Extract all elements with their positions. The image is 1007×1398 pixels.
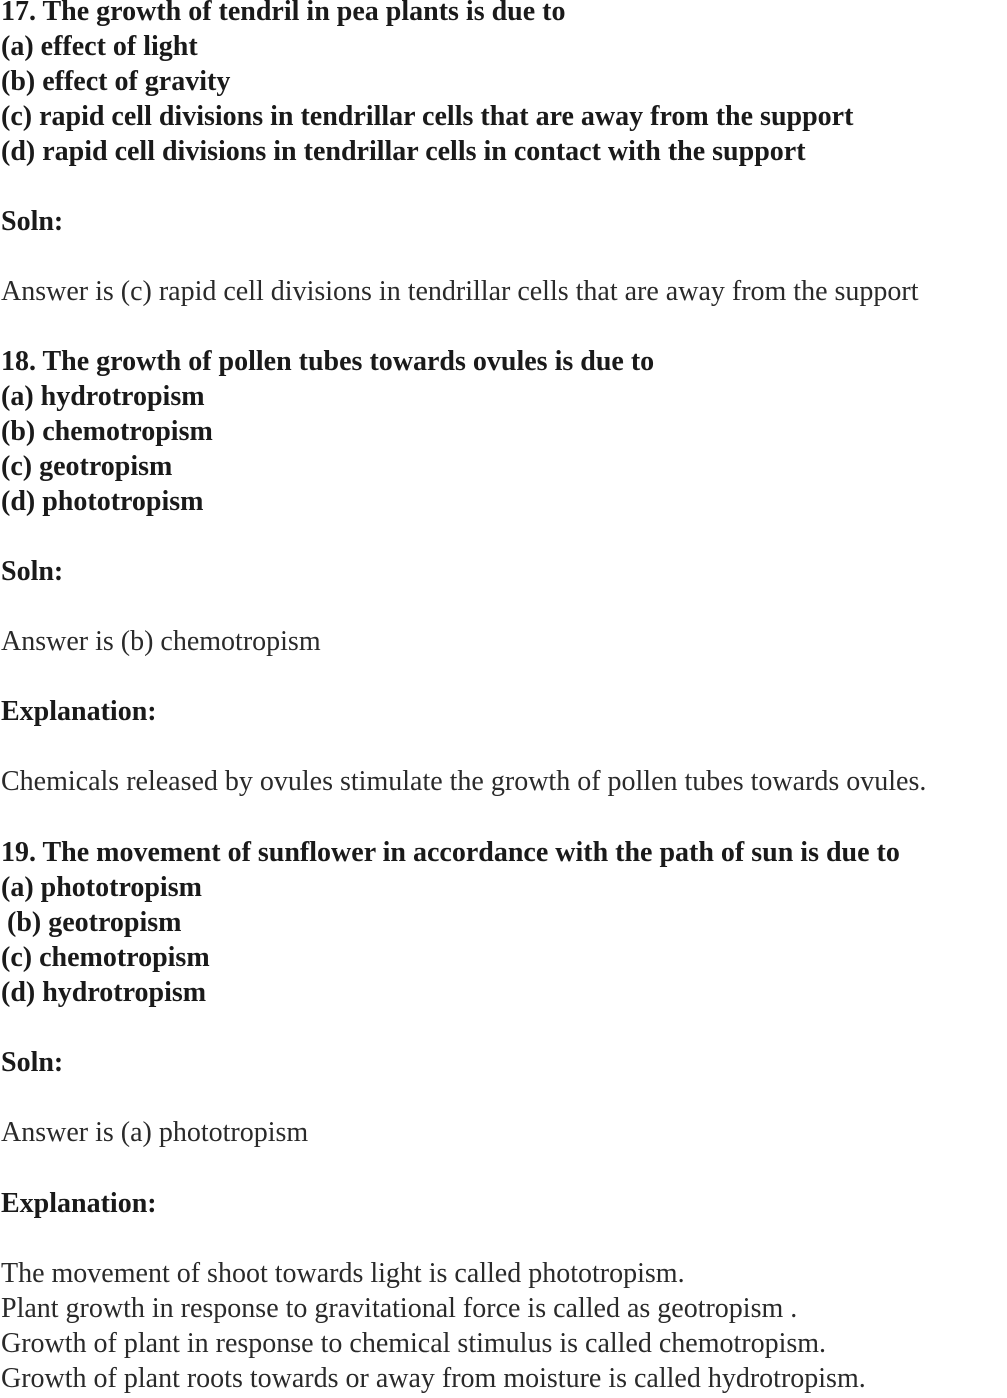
question-18-stem: 18. The growth of pollen tubes towards ovules is due to: [1, 346, 655, 377]
question-19-stem: 19. The movement of sunflower in accordance with the path of sun is due to: [1, 837, 900, 868]
question-19-explanation-line-2: Plant growth in response to gravitational force is called as geotropism .: [1, 1293, 798, 1324]
question-18-option-c: (c) geotropism: [1, 451, 173, 482]
question-19-explanation-line-1: The movement of shoot towards light is called phototropism.: [1, 1258, 685, 1289]
question-17-option-b: (b) effect of gravity: [1, 66, 231, 97]
question-17-soln-label: Soln:: [1, 206, 64, 237]
question-17-stem: 17. The growth of tendril in pea plants is due to: [1, 0, 566, 27]
question-19-explanation-label: Explanation:: [1, 1188, 157, 1219]
question-19-soln-label: Soln:: [1, 1047, 64, 1078]
question-18-option-d: (d) phototropism: [1, 486, 204, 517]
question-19-answer: Answer is (a) phototropism: [1, 1117, 309, 1148]
question-19-option-c: (c) chemotropism: [1, 942, 210, 973]
question-17-answer: Answer is (c) rapid cell divisions in tendrillar cells that are away from the support: [1, 276, 919, 307]
question-18-option-b: (b) chemotropism: [1, 416, 213, 447]
question-17-option-c: (c) rapid cell divisions in tendrillar cells that are away from the support: [1, 101, 854, 132]
question-19-option-a: (a) phototropism: [1, 872, 202, 903]
question-18-soln-label: Soln:: [1, 556, 64, 587]
question-17-option-a: (a) effect of light: [1, 31, 198, 62]
question-19-explanation-line-4: Growth of plant roots towards or away from moisture is called hydrotropism.: [1, 1363, 866, 1394]
question-19-option-b: (b) geotropism: [7, 907, 182, 938]
question-18-answer: Answer is (b) chemotropism: [1, 626, 321, 657]
question-17-option-d: (d) rapid cell divisions in tendrillar cells in contact with the support: [1, 136, 806, 167]
question-18-explanation-line: Chemicals released by ovules stimulate the growth of pollen tubes towards ovules.: [1, 766, 927, 797]
question-19-option-d: (d) hydrotropism: [1, 977, 207, 1008]
question-18-option-a: (a) hydrotropism: [1, 381, 205, 412]
question-18-explanation-label: Explanation:: [1, 696, 157, 727]
question-19-explanation-line-3: Growth of plant in response to chemical stimulus is called chemotropism.: [1, 1328, 827, 1359]
